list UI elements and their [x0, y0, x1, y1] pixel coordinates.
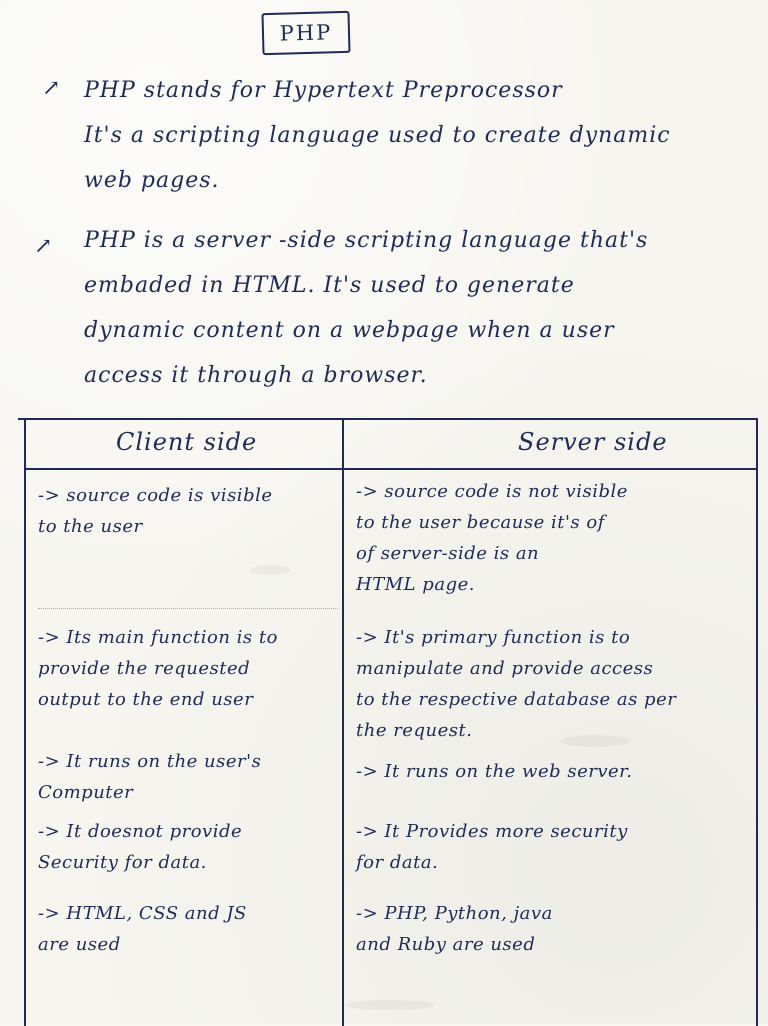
- paper-smudge: [345, 1000, 435, 1010]
- table-header-divider: [24, 468, 758, 470]
- table-cell-client: [38, 816, 242, 878]
- column-header-client: Client side: [116, 428, 258, 456]
- row-divider: [38, 608, 338, 609]
- paragraph-line: embaded in HTML. It's used to generate: [84, 273, 575, 298]
- cell-line: the request.: [356, 720, 473, 741]
- cell-line: to the user: [38, 516, 143, 537]
- table-cell-server: [356, 622, 676, 746]
- table-right-border: [756, 420, 758, 1026]
- table-cell-client: [38, 480, 273, 542]
- cell-line: HTML page.: [356, 574, 475, 595]
- cell-line: Computer: [38, 782, 134, 803]
- cell-line: provide the requested: [38, 658, 251, 679]
- table-cell-server: [356, 898, 553, 960]
- table-cell-server: [356, 816, 628, 878]
- comparison-table: [18, 418, 758, 1026]
- cell-line: to the user because it's of: [356, 512, 605, 533]
- paragraph-line: PHP stands for Hypertext Preprocessor: [84, 78, 563, 103]
- page-title: PHP: [261, 11, 350, 55]
- cell-line: -> It's primary function is to: [356, 627, 631, 648]
- table-cell-server: [356, 756, 633, 787]
- cell-line: -> source code is visible: [38, 485, 273, 506]
- cell-line: -> source code is not visible: [356, 481, 628, 502]
- arrow-icon: ↗: [34, 234, 53, 259]
- cell-line: -> HTML, CSS and JS: [38, 903, 247, 924]
- cell-line: output to the end user: [38, 689, 254, 710]
- column-header-server: Server side: [518, 428, 668, 456]
- paragraph-line: dynamic content on a webpage when a user: [84, 318, 615, 343]
- cell-line: are used: [38, 934, 121, 955]
- paper-smudge: [250, 565, 290, 575]
- cell-line: to the respective database as per: [356, 689, 677, 710]
- cell-line: Security for data.: [38, 852, 207, 873]
- table-cell-server: [356, 476, 628, 600]
- cell-line: of server-side is an: [356, 543, 540, 564]
- arrow-icon: ↗: [42, 76, 61, 101]
- paragraph-line: access it through a browser.: [84, 363, 428, 388]
- paragraph-1: [84, 68, 671, 203]
- table-left-border: [24, 420, 26, 1026]
- cell-line: -> Its main function is to: [38, 627, 278, 648]
- cell-line: -> It doesnot provide: [38, 821, 243, 842]
- cell-line: -> It runs on the user's: [38, 751, 262, 772]
- cell-line: -> PHP, Python, java: [356, 903, 553, 924]
- paragraph-2: [84, 218, 648, 398]
- cell-line: manipulate and provide access: [356, 658, 654, 679]
- cell-line: -> It Provides more security: [356, 821, 628, 842]
- paragraph-line: PHP is a server -side scripting language that's: [84, 228, 649, 253]
- paragraph-line: web pages.: [84, 168, 220, 193]
- table-cell-client: [38, 746, 261, 808]
- paragraph-line: It's a scripting language used to create dynamic: [84, 123, 671, 148]
- cell-line: and Ruby are used: [356, 934, 536, 955]
- table-cell-client: [38, 622, 278, 715]
- paper-smudge: [560, 735, 630, 747]
- cell-line: for data.: [356, 852, 439, 873]
- table-divider: [342, 420, 344, 1026]
- table-cell-client: [38, 898, 247, 960]
- cell-line: -> It runs on the web server.: [356, 761, 633, 782]
